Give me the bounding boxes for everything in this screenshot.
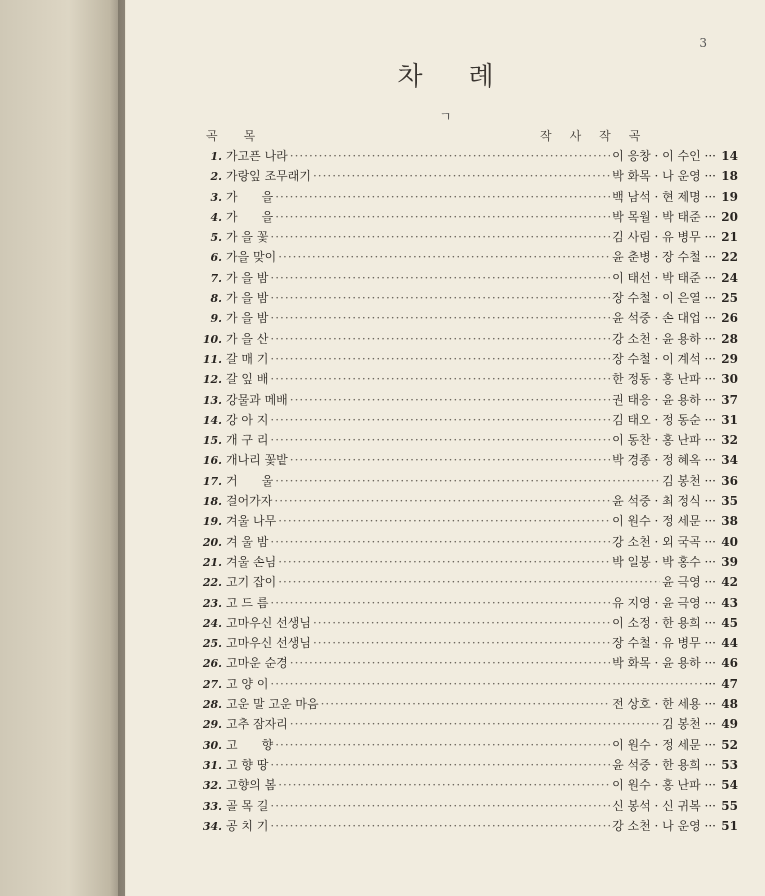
entry-title: 고향의 봄: [226, 778, 277, 793]
entry-page: 40: [721, 534, 738, 549]
entry-number: 7.: [210, 271, 222, 285]
entry-page: 20: [721, 209, 738, 224]
leader-dots: [270, 433, 610, 447]
entry-title: 공 치 기: [226, 818, 269, 833]
entry-number: 4.: [210, 210, 222, 224]
entry-authors: 박 경종 · 정 혜옥 ···: [612, 453, 716, 468]
toc-entry[interactable]: [192, 492, 738, 512]
entry-number: 10.: [202, 332, 222, 346]
entry-page: 44: [721, 636, 738, 651]
toc-entry[interactable]: [192, 451, 738, 471]
toc-list: [192, 147, 738, 837]
entry-title: 강물과 메배: [226, 392, 288, 407]
entry-page: 54: [721, 778, 738, 793]
entry-authors: 윤 석중 · 손 대업 ···: [612, 311, 716, 326]
toc-entry[interactable]: [192, 472, 738, 492]
leader-dots: [270, 372, 610, 386]
entry-number: 17.: [202, 474, 222, 488]
toc-entry[interactable]: [192, 695, 738, 715]
entry-authors: 강 소천 · 외 국곡 ···: [612, 534, 716, 549]
entry-page: 28: [721, 331, 738, 346]
leader-dots: [290, 656, 610, 670]
entry-title: 가랑잎 조무래기: [226, 169, 311, 184]
toc-entry[interactable]: [192, 208, 738, 228]
entry-number: 3.: [210, 190, 222, 204]
leader-dots: [313, 636, 610, 650]
entry-page: 30: [721, 372, 738, 387]
toc-entry[interactable]: [192, 736, 738, 756]
entry-title: 고마우신 선생님: [226, 615, 311, 630]
entry-title: 개나리 꽃밭: [226, 453, 288, 468]
leader-dots: [275, 210, 610, 224]
entry-authors: 박 목월 · 박 태준 ···: [612, 209, 716, 224]
entry-authors: 이 소정 · 한 용희 ···: [612, 615, 716, 630]
leader-dots: [313, 169, 610, 183]
entry-number: 32.: [202, 779, 222, 793]
toc-entry[interactable]: [192, 411, 738, 431]
leader-dots: [270, 311, 610, 325]
entry-number: 26.: [202, 657, 222, 671]
entry-number: 2.: [210, 170, 222, 184]
entry-page: 24: [721, 270, 738, 285]
entry-page: 39: [721, 554, 738, 569]
entry-title: 고기 잡이: [226, 575, 277, 590]
entry-authors: 윤 석중 · 한 용희 ···: [612, 757, 716, 772]
entry-page: 46: [721, 656, 738, 671]
entry-number: 5.: [210, 231, 222, 245]
leader-dots: [290, 149, 610, 163]
entry-page: 53: [721, 757, 738, 772]
entry-page: 55: [721, 798, 738, 813]
entry-number: 24.: [202, 616, 222, 630]
toc-entry[interactable]: [192, 228, 738, 248]
entry-authors: 이 원수 · 정 세문 ···: [612, 514, 716, 529]
entry-page: 38: [721, 514, 738, 529]
entry-number: 23.: [202, 596, 222, 610]
entry-authors: 이 원수 · 정 세문 ···: [612, 737, 716, 752]
entry-number: 13.: [202, 393, 222, 407]
entry-page: 48: [721, 697, 738, 712]
entry-page: 35: [721, 494, 738, 509]
entry-page: 52: [721, 737, 738, 752]
toc-entry[interactable]: [192, 614, 738, 634]
leader-dots: [270, 413, 610, 427]
leader-dots: [290, 717, 660, 731]
leader-dots: [270, 332, 610, 346]
entry-title: 가 을: [226, 209, 274, 224]
entry-authors: 백 남석 · 현 제명 ···: [612, 189, 716, 204]
entry-authors: 이 원수 · 홍 난파 ···: [612, 778, 716, 793]
entry-title: 걸어가자: [226, 494, 273, 509]
entry-title: 개 구 리: [226, 433, 269, 448]
entry-title: 가 을 밤: [226, 311, 269, 326]
entry-number: 19.: [202, 515, 222, 529]
leader-dots: [278, 575, 660, 589]
toc-entry[interactable]: [192, 147, 738, 167]
entry-page: 42: [721, 575, 738, 590]
entry-title: 고마우신 선생님: [226, 636, 311, 651]
entry-title: 가 을 밤: [226, 291, 269, 306]
entry-title: 갈 잎 배: [226, 372, 269, 387]
entry-title: 가 을: [226, 189, 274, 204]
entry-authors: 박 일봉 · 박 홍수 ···: [612, 554, 716, 569]
entry-page: 47: [721, 676, 738, 691]
toc-entry[interactable]: [192, 797, 738, 817]
entry-title: 가 을 꽃: [226, 230, 269, 245]
toc-entry[interactable]: [192, 553, 738, 573]
toc-entry[interactable]: [192, 533, 738, 553]
leader-dots: [321, 697, 611, 711]
entry-authors: 김 봉천 ···: [662, 473, 716, 488]
entry-number: 11.: [202, 352, 222, 366]
entry-page: 32: [721, 433, 738, 448]
entry-authors: 이 태선 · 박 태준 ···: [612, 270, 716, 285]
entry-title: 고운 말 고운 마음: [226, 697, 319, 712]
toc-entry[interactable]: [192, 756, 738, 776]
entry-page: 22: [721, 250, 738, 265]
entry-number: 20.: [202, 535, 222, 549]
entry-number: 34.: [202, 819, 222, 833]
entry-authors: 한 정동 · 홍 난파 ···: [612, 372, 716, 387]
entry-title: 고 양 이: [226, 676, 269, 691]
toc-entry[interactable]: [192, 654, 738, 674]
entry-authors: 윤 석중 · 최 정식 ···: [612, 494, 716, 509]
entry-authors: 윤 극영 ···: [662, 575, 716, 590]
entry-number: 12.: [202, 373, 222, 387]
entry-page: 34: [721, 453, 738, 468]
entry-authors: 박 화목 · 윤 용하 ···: [612, 656, 716, 671]
toc-entry[interactable]: [192, 776, 738, 796]
entry-page: 37: [721, 392, 738, 407]
header-song-title: 곡목: [206, 129, 282, 143]
toc-entry[interactable]: [192, 350, 738, 370]
entry-page: 18: [721, 169, 738, 184]
entry-authors: 신 봉석 · 신 귀복 ···: [612, 798, 716, 813]
toc-entry[interactable]: [192, 391, 738, 411]
leader-dots: [270, 535, 610, 549]
toc-entry[interactable]: [192, 512, 738, 532]
toc-entry[interactable]: [192, 594, 738, 614]
entry-authors: 윤 춘병 · 장 수철 ···: [612, 250, 716, 265]
page-number: 3: [699, 36, 707, 50]
entry-page: 31: [721, 412, 738, 427]
entry-title: 가 을 산: [226, 331, 269, 346]
toc-entry[interactable]: [192, 309, 738, 329]
entry-number: 22.: [202, 576, 222, 590]
entry-authors: 김 사림 · 유 병무 ···: [612, 230, 716, 245]
leader-dots: [275, 738, 610, 752]
entry-page: 45: [721, 615, 738, 630]
binding-shadow: [118, 0, 126, 896]
column-header: [206, 127, 726, 145]
entry-title: 강 아 지: [226, 412, 269, 427]
entry-number: 9.: [210, 312, 222, 326]
entry-number: 30.: [202, 738, 222, 752]
leader-dots: [274, 494, 610, 508]
entry-page: 14: [721, 149, 738, 163]
entry-authors: 장 수철 · 이 계석 ···: [612, 351, 716, 366]
entry-authors: 박 화목 · 나 운영 ···: [612, 169, 716, 184]
entry-number: 33.: [202, 799, 222, 813]
entry-number: 8.: [210, 292, 222, 306]
leader-dots: [275, 190, 610, 204]
entry-page: 49: [721, 717, 738, 732]
entry-authors: 전 상호 · 한 세용 ···: [612, 697, 716, 712]
entry-number: 18.: [202, 495, 222, 509]
entry-authors: 유 지영 · 윤 극영 ···: [612, 595, 716, 610]
entry-authors: 이 응창 · 이 수인 ···: [612, 149, 716, 163]
toc-entry[interactable]: [192, 330, 738, 350]
entry-number: 31.: [202, 758, 222, 772]
toc-entry[interactable]: [192, 370, 738, 390]
toc-entry[interactable]: [192, 431, 738, 451]
toc-entry[interactable]: [192, 715, 738, 735]
toc-entry[interactable]: [192, 817, 738, 837]
leader-dots: [270, 291, 610, 305]
leader-dots: [275, 474, 660, 488]
entry-title: 가을 맞이: [226, 250, 277, 265]
entry-number: 6.: [210, 251, 222, 265]
toc-entry[interactable]: [192, 634, 738, 654]
leader-dots: [270, 596, 610, 610]
leader-dots: [278, 555, 610, 569]
leader-dots: [278, 514, 610, 528]
entry-title: 고추 잠자리: [226, 717, 288, 732]
entry-title: 고 드 름: [226, 595, 269, 610]
leader-dots: [270, 758, 610, 772]
entry-title: 겨울 나무: [226, 514, 277, 529]
header-lyricist-composer: 작사작곡: [540, 129, 659, 143]
toc-entry[interactable]: [192, 188, 738, 208]
leader-dots: [270, 819, 610, 833]
entry-authors: 강 소천 · 나 운영 ···: [612, 818, 716, 833]
page-title: 차례: [397, 62, 540, 92]
entry-page: 51: [721, 818, 738, 833]
entry-authors: 김 봉천 ···: [662, 717, 716, 732]
entry-title: 가 을 밤: [226, 270, 269, 285]
book-spine: [0, 0, 125, 896]
entry-title: 거 울: [226, 473, 274, 488]
entry-title: 고 향: [226, 737, 274, 752]
leader-dots: [270, 799, 610, 813]
entry-number: 28.: [202, 698, 222, 712]
entry-authors: 강 소천 · 윤 용하 ···: [612, 331, 716, 346]
entry-authors: 이 동찬 · 홍 난파 ···: [612, 433, 716, 448]
entry-authors: ···: [704, 676, 716, 691]
leader-dots: [290, 453, 610, 467]
entry-number: 25.: [202, 637, 222, 651]
entry-page: 26: [721, 311, 738, 326]
leader-dots: [270, 230, 610, 244]
entry-authors: 김 태오 · 정 동순 ···: [612, 412, 716, 427]
entry-number: 14.: [202, 413, 222, 427]
entry-authors: 장 수철 · 유 병무 ···: [612, 636, 716, 651]
entry-page: 21: [721, 230, 738, 245]
leader-dots: [270, 271, 610, 285]
leader-dots: [290, 393, 610, 407]
entry-number: 16.: [202, 454, 222, 468]
section-heading: ㄱ: [439, 110, 452, 125]
entry-title: 고 향 땅: [226, 757, 269, 772]
entry-title: 겨 울 밤: [226, 534, 269, 549]
entry-page: 43: [721, 595, 738, 610]
entry-page: 36: [721, 473, 738, 488]
book-page: [126, 0, 765, 896]
entry-title: 갈 매 기: [226, 351, 269, 366]
entry-number: 15.: [202, 434, 222, 448]
entry-authors: 권 태응 · 윤 용하 ···: [612, 392, 716, 407]
entry-title: 골 목 길: [226, 798, 269, 813]
entry-authors: 장 수철 · 이 은열 ···: [612, 291, 716, 306]
entry-title: 겨울 손님: [226, 554, 277, 569]
entry-title: 고마운 순경: [226, 656, 288, 671]
leader-dots: [313, 616, 610, 630]
entry-number: 21.: [202, 555, 222, 569]
entry-title: 가고픈 나라: [226, 149, 288, 163]
leader-dots: [270, 677, 702, 691]
entry-number: 1.: [210, 150, 222, 163]
leader-dots: [270, 352, 610, 366]
toc-entry[interactable]: [192, 573, 738, 593]
entry-page: 29: [721, 351, 738, 366]
toc-entry[interactable]: [192, 269, 738, 289]
leader-dots: [278, 778, 610, 792]
leader-dots: [278, 250, 610, 264]
entry-number: 27.: [202, 677, 222, 691]
toc-entry[interactable]: [192, 289, 738, 309]
toc-entry[interactable]: [192, 167, 738, 187]
toc-entry[interactable]: [192, 675, 738, 695]
entry-page: 25: [721, 291, 738, 306]
toc-entry[interactable]: [192, 248, 738, 268]
entry-page: 19: [721, 189, 738, 204]
entry-number: 29.: [202, 718, 222, 732]
